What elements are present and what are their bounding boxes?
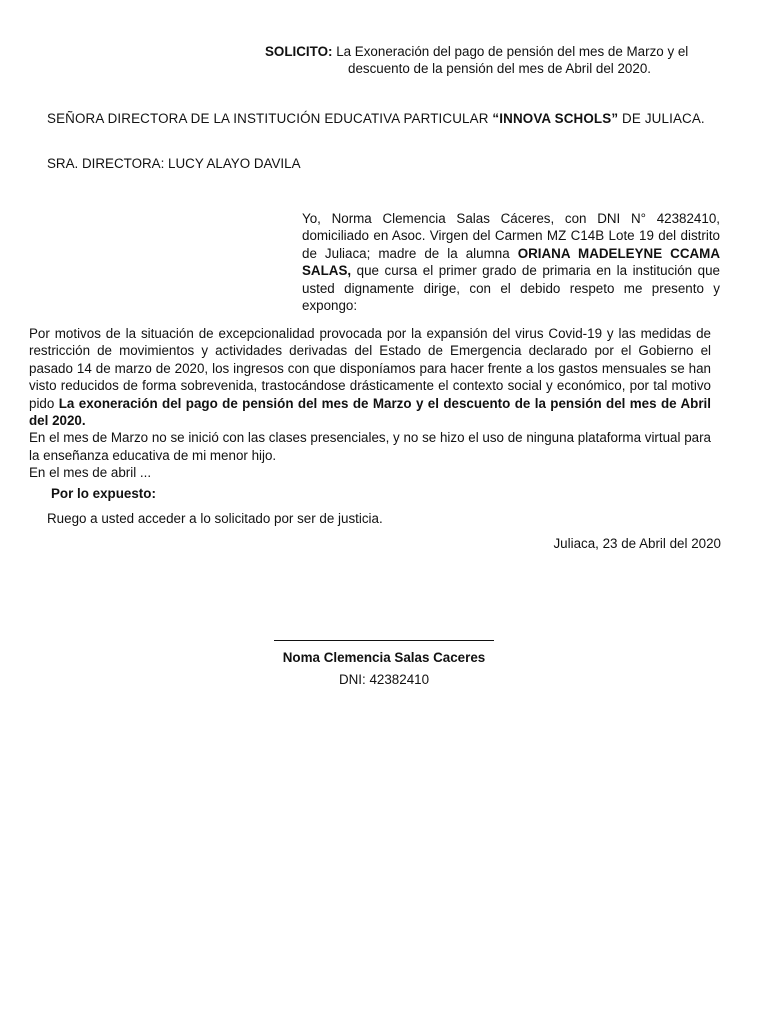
subject-text-1: La Exoneración del pago de pensión del mes de Marzo y el [336, 44, 689, 59]
signer-name: Noma Clemencia Salas Caceres [282, 650, 486, 665]
subject-label: SOLICITO: [265, 44, 333, 59]
body-text [29, 325, 711, 482]
intro-text-1: Yo, Norma Clemencia Salas Cáceres, con DNI N° 42382410, domiciliado en Asoc. Virgen del Carmen MZ C14B Lote 19 del distrito de Juliaca; madre de la alumna [302, 211, 720, 261]
school-name: “INNOVA SCHOLS” [492, 111, 619, 126]
document-date: Juliaca, 23 de Abril del 2020 [553, 536, 721, 551]
body-p1-text: Por motivos de la situación de excepcionalidad provocada por la expansión del virus Covid-19 y las medidas de restricción de movimientos y actividades derivadas del Estado de Emergencia declarado por el Gobierno el pasado 14 de marzo de 2020, los ingresos con que disponíamos para hacer frente a los gastos mensuales se han visto reducidos de forma sobrevenida, trastocándose drásticamente el contexto social y económico, por tal motivo pido [29, 326, 711, 411]
body-paragraph-3: En el mes de abril ... [29, 465, 152, 481]
addressee-line [47, 110, 721, 127]
subject-text-2: descuento de la pensión del mes de Abril del 2020. [348, 61, 651, 77]
director-line: SRA. DIRECTORA: LUCY ALAYO DAVILA [47, 156, 301, 171]
addressee-suffix: DE JULIACA. [622, 111, 705, 126]
body-paragraph-2: En el mes de Marzo no se inició con las clases presenciales, y no se hizo el uso de ninguna plataforma virtual para la enseñanza educativa de mi menor hijo. [29, 430, 711, 463]
closing-expuesto: Por lo expuesto: [51, 486, 156, 501]
intro-text-2: que cursa el primer grado de primaria en la institución que usted dignamente dirige, con el debido respeto me presento y expongo: [302, 263, 720, 314]
closing-request: Ruego a usted acceder a lo solicitado por ser de justicia. [47, 511, 383, 526]
signature-line [274, 640, 494, 641]
signature-dni: DNI: 42382410 [338, 672, 430, 687]
body-p1-request: La exoneración del pago de pensión del mes de Marzo y el descuento de la pensión del mes de Abril del 2020. [29, 395, 711, 429]
student-name: ORIANA MADELEYNE CCAMA SALAS, [302, 245, 720, 279]
subject-block [265, 43, 725, 78]
body-paragraph-1 [29, 325, 711, 429]
signature-name [274, 649, 494, 666]
closing-heading [51, 485, 156, 502]
addressee-prefix: SEÑORA DIRECTORA DE LA INSTITUCIÓN EDUCATIVA PARTICULAR [47, 111, 489, 126]
subject-line-1 [265, 43, 725, 60]
intro-paragraph [302, 210, 720, 314]
